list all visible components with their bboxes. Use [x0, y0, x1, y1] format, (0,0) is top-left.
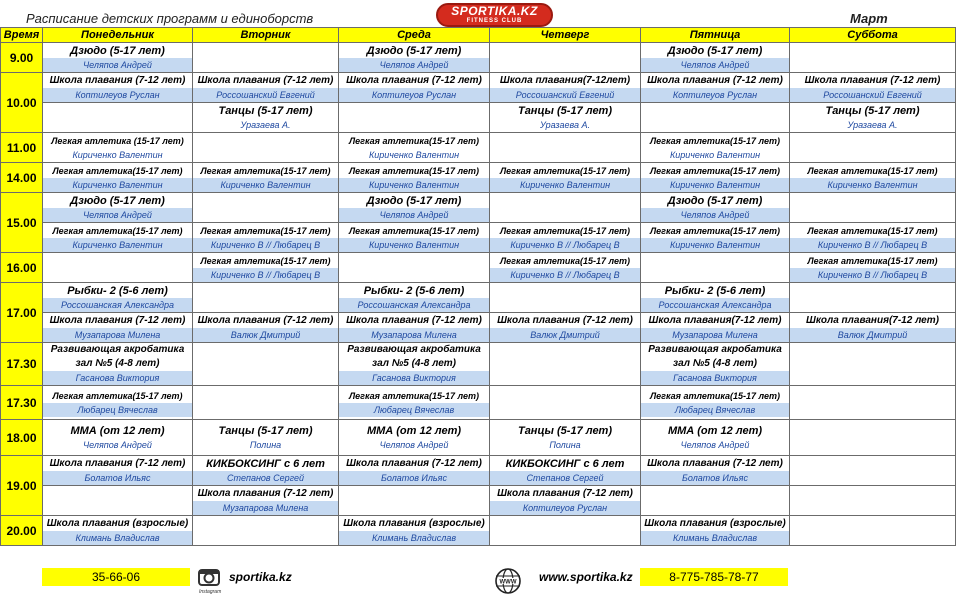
class-cell — [193, 313, 339, 343]
empty-cell — [43, 103, 193, 133]
class-subtitle: зал №5 (4-8 лет) — [371, 358, 457, 369]
class-name: Легкая атлетика(15-17 лет) — [348, 165, 480, 176]
empty-cell — [339, 103, 490, 133]
class-name: Легкая атлетика(15-17 лет) — [499, 255, 631, 266]
class-cell — [641, 163, 790, 193]
class-name: КИКБОКСИНГ с 6 лет — [206, 457, 325, 470]
coach-name: Уразаева А. — [193, 118, 338, 132]
empty-cell — [790, 343, 956, 386]
coach-name: Болатов Ильяс — [641, 471, 789, 485]
class-cell — [43, 386, 193, 420]
class-name: Легкая атлетика(15-17 лет) — [649, 390, 781, 401]
coach-name: Россошанский Евгений — [490, 88, 640, 102]
time-slot: 14.00 — [1, 163, 43, 193]
class-cell — [641, 313, 790, 343]
class-cell — [790, 163, 956, 193]
class-cell — [43, 133, 193, 163]
coach-name: Кириченко Валентин — [339, 178, 489, 192]
empty-cell — [490, 283, 641, 313]
coach-name: Россошанская Александра — [339, 298, 489, 312]
empty-cell — [790, 456, 956, 486]
coach-name: Кириченко Валентин — [490, 178, 640, 192]
table-row — [1, 420, 956, 456]
class-cell — [490, 103, 641, 133]
coach-name: Валюк Дмитрий — [193, 328, 338, 342]
time-slot: 15.00 — [1, 193, 43, 253]
empty-cell — [193, 193, 339, 223]
time-slot: 10.00 — [1, 73, 43, 133]
table-row — [1, 486, 956, 516]
coach-name: Кириченко Валентин — [43, 178, 192, 192]
class-name: Дзюдо (5-17 лет) — [70, 194, 165, 207]
empty-cell — [193, 43, 339, 73]
month-label: Март — [850, 11, 888, 26]
class-name: Школа плавания (7-12 лет) — [497, 487, 633, 499]
class-cell — [43, 420, 193, 456]
coach-name: Челяпов Андрей — [339, 438, 489, 452]
class-cell — [790, 73, 956, 103]
class-name: Школа плавания (взрослые) — [644, 517, 786, 529]
class-name: Школа плавания (7-12 лет) — [49, 457, 186, 469]
empty-cell — [790, 516, 956, 546]
instagram-caption: Instagram — [199, 589, 222, 595]
class-name: Дзюдо (5-17 лет) — [366, 194, 462, 207]
class-name: Танцы (5-17 лет) — [517, 424, 613, 437]
class-subtitle: зал №5 (4-8 лет) — [75, 358, 160, 369]
class-cell — [193, 163, 339, 193]
class-cell — [43, 283, 193, 313]
class-name: Легкая атлетика(15-17 лет) — [649, 225, 781, 236]
class-name: Школа плавания (7-12 лет) — [346, 314, 482, 326]
coach-name: Уразаева А. — [790, 118, 955, 132]
class-cell — [339, 343, 490, 386]
class-name: Школа плавания (7-12 лет) — [49, 314, 186, 326]
class-name: ММА (от 12 лет) — [366, 424, 462, 437]
class-name: Школа плавания (7-12 лет) — [647, 74, 783, 86]
class-cell — [641, 283, 790, 313]
empty-cell — [790, 283, 956, 313]
class-name: Школа плавания (7-12 лет) — [197, 314, 334, 326]
time-slot: 16.00 — [1, 253, 43, 283]
class-cell — [641, 516, 790, 546]
coach-name: Полина — [193, 438, 338, 452]
class-cell — [641, 386, 790, 420]
class-name: Школа плавания (7-12 лет) — [647, 457, 783, 469]
logo-main-text: SPORTIKA.KZ — [451, 4, 538, 18]
class-name: Дзюдо (5-17 лет) — [70, 44, 165, 57]
class-cell — [641, 223, 790, 253]
empty-cell — [641, 253, 790, 283]
coach-name: Коптилеуов Руслан — [43, 88, 192, 102]
class-cell — [339, 456, 490, 486]
website-link[interactable]: www.sportika.kz — [539, 570, 633, 584]
coach-name: Челяпов Андрей — [339, 208, 489, 222]
class-cell — [790, 313, 956, 343]
coach-name: Гасанова Виктория — [43, 371, 192, 385]
table-row — [1, 516, 956, 546]
header-row — [1, 28, 956, 43]
empty-cell — [193, 386, 339, 420]
coach-name: Кириченко Валентин — [790, 178, 955, 192]
table-row — [1, 456, 956, 486]
coach-name: Россошанская Александра — [641, 298, 789, 312]
class-cell — [43, 313, 193, 343]
time-slot: 9.00 — [1, 43, 43, 73]
class-name: Рыбки- 2 (5-6 лет) — [363, 284, 465, 297]
class-name: Легкая атлетика(15-17 лет) — [348, 225, 480, 236]
empty-cell — [339, 486, 490, 516]
class-name: Легкая атлетика (15-17 лет) — [51, 135, 184, 146]
time-slot: 17.30 — [1, 343, 43, 386]
class-name: Школа плавания (7-12 лет) — [197, 487, 334, 499]
coach-name: Кириченко Валентин — [193, 178, 338, 192]
coach-name: Челяпов Андрей — [641, 208, 789, 222]
class-cell — [193, 223, 339, 253]
class-name: Развивающая акробатика — [648, 344, 782, 355]
col-header-saturday: Суббота — [790, 28, 956, 43]
class-name: Дзюдо (5-17 лет) — [667, 44, 763, 57]
coach-name: Музапарова Милена — [641, 328, 789, 342]
coach-name: Музапарова Милена — [43, 328, 192, 342]
class-cell — [490, 73, 641, 103]
empty-cell — [193, 343, 339, 386]
class-cell — [339, 73, 490, 103]
coach-name: Кириченко В // Любарец В — [790, 268, 955, 282]
coach-name: Кириченко Валентин — [339, 238, 489, 252]
coach-name: Климань Владислав — [641, 531, 789, 545]
table-row — [1, 386, 956, 420]
class-name: Рыбки- 2 (5-6 лет) — [67, 284, 168, 297]
class-subtitle: зал №5 (4-8 лет) — [672, 358, 758, 369]
empty-cell — [790, 43, 956, 73]
coach-name: Болатов Ильяс — [43, 471, 192, 485]
coach-name: Россошанский Евгений — [790, 88, 955, 102]
coach-name: Коптилеуов Руслан — [490, 501, 640, 515]
class-name: Легкая атлетика(15-17 лет) — [200, 225, 331, 236]
coach-name: Коптилеуов Руслан — [339, 88, 489, 102]
coach-name: Кириченко В // Любарец В — [490, 238, 640, 252]
empty-cell — [43, 486, 193, 516]
coach-name: Челяпов Андрей — [43, 58, 192, 72]
brand-logo — [436, 3, 553, 27]
coach-name: Гасанова Виктория — [641, 371, 789, 385]
class-cell — [193, 103, 339, 133]
class-name: КИКБОКСИНГ с 6 лет — [505, 457, 625, 470]
coach-name: Челяпов Андрей — [43, 208, 192, 222]
col-header-time: Время — [1, 28, 43, 43]
empty-cell — [790, 386, 956, 420]
coach-name: Челяпов Андрей — [43, 438, 192, 452]
class-cell — [43, 193, 193, 223]
class-name: Танцы (5-17 лет) — [218, 104, 313, 117]
coach-name: Кириченко В // Любарец В — [790, 238, 955, 252]
class-cell — [193, 456, 339, 486]
class-name: Школа плавания (7-12 лет) — [49, 74, 186, 86]
empty-cell — [339, 253, 490, 283]
coach-name: Любарец Вячеслав — [641, 403, 789, 417]
globe-icon — [494, 567, 522, 595]
coach-name: Кириченко Валентин — [641, 178, 789, 192]
phone-mobile: 8-775-785-78-77 — [640, 568, 788, 586]
coach-name: Кириченко В // Любарец В — [193, 238, 338, 252]
coach-name: Климань Владислав — [43, 531, 192, 545]
table-row — [1, 73, 956, 103]
class-name: Легкая атлетика(15-17 лет) — [200, 255, 331, 266]
class-cell — [339, 313, 490, 343]
class-name: Школа плавания(7-12 лет) — [806, 314, 939, 326]
coach-name: Кириченко Валентин — [641, 148, 789, 162]
coach-name: Коптилеуов Руслан — [641, 88, 789, 102]
col-header-tuesday: Вторник — [193, 28, 339, 43]
empty-cell — [490, 133, 641, 163]
empty-cell — [641, 103, 790, 133]
class-name: Школа плавания (7-12 лет) — [346, 457, 482, 469]
class-cell — [490, 163, 641, 193]
class-name: Легкая атлетика(15-17 лет) — [52, 390, 183, 401]
class-cell — [193, 253, 339, 283]
class-cell — [641, 43, 790, 73]
time-slot: 20.00 — [1, 516, 43, 546]
empty-cell — [790, 486, 956, 516]
table-row — [1, 313, 956, 343]
coach-name: Полина — [490, 438, 640, 452]
coach-name: Кириченко Валентин — [43, 238, 192, 252]
class-cell — [339, 420, 490, 456]
col-header-thursday: Четверг — [490, 28, 641, 43]
class-cell — [339, 223, 490, 253]
empty-cell — [490, 343, 641, 386]
coach-name: Кириченко В // Любарец В — [193, 268, 338, 282]
class-name: Рыбки- 2 (5-6 лет) — [664, 284, 766, 297]
class-cell — [193, 420, 339, 456]
coach-name: Кириченко В // Любарец В — [490, 268, 640, 282]
coach-name: Челяпов Андрей — [641, 438, 789, 452]
class-cell — [339, 163, 490, 193]
table-row — [1, 43, 956, 73]
table-row — [1, 253, 956, 283]
class-name: ММА (от 12 лет) — [70, 424, 165, 437]
class-name: Развивающая акробатика — [50, 344, 185, 355]
class-name: Дзюдо (5-17 лет) — [667, 194, 763, 207]
time-slot: 17.00 — [1, 283, 43, 343]
class-name: Легкая атлетика(15-17 лет) — [807, 165, 938, 176]
class-cell — [339, 386, 490, 420]
class-cell — [43, 223, 193, 253]
class-cell — [490, 486, 641, 516]
empty-cell — [790, 193, 956, 223]
coach-name: Болатов Ильяс — [339, 471, 489, 485]
globe-www-label: WWW — [499, 579, 517, 586]
class-name: Легкая атлетика(15-17 лет) — [499, 165, 631, 176]
class-cell — [43, 516, 193, 546]
empty-cell — [490, 43, 641, 73]
class-cell — [43, 43, 193, 73]
col-header-friday: Пятница — [641, 28, 790, 43]
class-cell — [490, 253, 641, 283]
class-name: Легкая атлетика(15-17 лет) — [200, 165, 331, 176]
class-cell — [641, 456, 790, 486]
coach-name: Музапарова Милена — [193, 501, 338, 515]
coach-name: Россошанская Александра — [43, 298, 192, 312]
empty-cell — [193, 516, 339, 546]
class-cell — [43, 343, 193, 386]
class-name: Легкая атлетика(15-17 лет) — [348, 390, 480, 401]
class-cell — [339, 133, 490, 163]
class-cell — [790, 103, 956, 133]
class-name: Танцы (5-17 лет) — [218, 424, 313, 437]
class-name: Легкая атлетика(15-17 лет) — [649, 135, 781, 146]
time-slot: 19.00 — [1, 456, 43, 516]
empty-cell — [490, 193, 641, 223]
coach-name: Россошанский Евгений — [193, 88, 338, 102]
coach-name: Кириченко Валентин — [339, 148, 489, 162]
class-name: Развивающая акробатика — [347, 344, 481, 355]
empty-cell — [193, 133, 339, 163]
coach-name: Челяпов Андрей — [339, 58, 489, 72]
class-name: Школа плавания (взрослые) — [343, 517, 485, 529]
instagram-handle[interactable]: sportika.kz — [229, 570, 292, 584]
coach-name: Степанов Сергей — [193, 471, 338, 485]
class-cell — [43, 456, 193, 486]
class-cell — [43, 163, 193, 193]
class-name: Легкая атлетика(15-17 лет) — [348, 135, 480, 146]
coach-name: Климань Владислав — [339, 531, 489, 545]
class-name: Легкая атлетика(15-17 лет) — [52, 225, 183, 236]
class-name: Школа плавания(7-12 лет) — [648, 314, 782, 326]
class-cell — [339, 283, 490, 313]
empty-cell — [641, 486, 790, 516]
empty-cell — [490, 516, 641, 546]
class-name: Школа плавания (7-12 лет) — [804, 74, 941, 86]
class-cell — [193, 73, 339, 103]
coach-name: Любарец Вячеслав — [43, 403, 192, 417]
class-name: Легкая атлетика(15-17 лет) — [52, 165, 183, 176]
schedule-table — [0, 27, 956, 546]
coach-name: Валюк Дмитрий — [490, 328, 640, 342]
class-name: Школа плавания (7-12 лет) — [346, 74, 482, 86]
class-cell — [641, 343, 790, 386]
time-slot: 11.00 — [1, 133, 43, 163]
class-cell — [339, 516, 490, 546]
coach-name: Челяпов Андрей — [641, 58, 789, 72]
class-cell — [490, 313, 641, 343]
table-row — [1, 163, 956, 193]
class-cell — [790, 253, 956, 283]
class-cell — [490, 223, 641, 253]
class-cell — [43, 73, 193, 103]
time-slot: 17.30 — [1, 386, 43, 420]
table-row — [1, 343, 956, 386]
coach-name: Любарец Вячеслав — [339, 403, 489, 417]
class-name: Легкая атлетика(15-17 лет) — [807, 255, 938, 266]
class-name: Танцы (5-17 лет) — [517, 104, 613, 117]
table-row — [1, 223, 956, 253]
class-cell — [490, 420, 641, 456]
class-cell — [193, 486, 339, 516]
empty-cell — [790, 133, 956, 163]
coach-name: Музапарова Милена — [339, 328, 489, 342]
coach-name: Кириченко Валентин — [43, 148, 192, 162]
empty-cell — [193, 283, 339, 313]
class-name: Легкая атлетика(15-17 лет) — [499, 225, 631, 236]
class-cell — [641, 420, 790, 456]
col-header-monday: Понедельник — [43, 28, 193, 43]
class-name: Легкая атлетика(15-17 лет) — [649, 165, 781, 176]
class-cell — [641, 73, 790, 103]
table-row — [1, 103, 956, 133]
coach-name: Гасанова Виктория — [339, 371, 489, 385]
time-slot: 18.00 — [1, 420, 43, 456]
class-cell — [641, 193, 790, 223]
class-cell — [641, 133, 790, 163]
coach-name: Кириченко Валентин — [641, 238, 789, 252]
table-row — [1, 283, 956, 313]
class-name: Школа плавания(7-12лет) — [499, 74, 631, 86]
empty-cell — [43, 253, 193, 283]
class-cell — [339, 193, 490, 223]
col-header-wednesday: Среда — [339, 28, 490, 43]
class-cell — [490, 456, 641, 486]
class-name: Дзюдо (5-17 лет) — [366, 44, 462, 57]
coach-name: Валюк Дмитрий — [790, 328, 955, 342]
class-name: Легкая атлетика(15-17 лет) — [807, 225, 938, 236]
table-row — [1, 193, 956, 223]
coach-name: Степанов Сергей — [490, 471, 640, 485]
empty-cell — [790, 420, 956, 456]
class-name: Танцы (5-17 лет) — [825, 104, 920, 117]
class-name: ММА (от 12 лет) — [667, 424, 763, 437]
class-name: Школа плавания (7-12 лет) — [497, 314, 633, 326]
coach-name: Уразаева А. — [490, 118, 640, 132]
class-cell — [790, 223, 956, 253]
class-name: Школа плавания (7-12 лет) — [197, 74, 334, 86]
class-cell — [339, 43, 490, 73]
phone-landline: 35-66-06 — [42, 568, 190, 586]
logo-sub-text: FITNESS CLUB — [466, 18, 523, 24]
schedule-title: Расписание детских программ и единоборств — [26, 11, 314, 26]
empty-cell — [490, 386, 641, 420]
table-row — [1, 133, 956, 163]
class-name: Школа плавания (взрослые) — [46, 517, 189, 529]
